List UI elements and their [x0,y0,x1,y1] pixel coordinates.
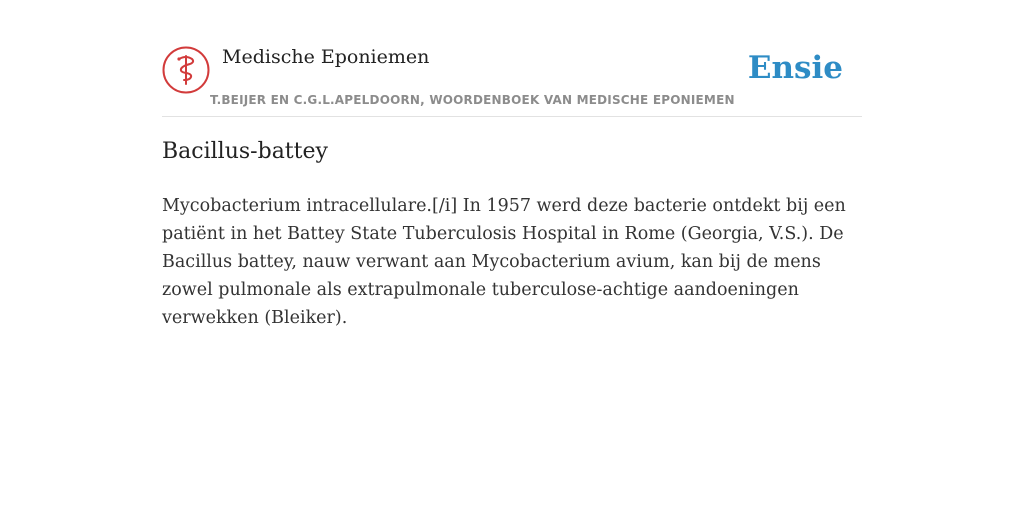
source-authors: T.BEIJER EN C.G.L.APELDOORN, WOORDENBOEK VAN MEDISCHE EPONIEMEN [210,93,735,107]
entry-title: Bacillus-battey [162,139,328,164]
source-header [162,46,862,117]
staff-of-asclepius-icon[interactable] [162,46,210,94]
ensie-logo-link[interactable]: Ensie [747,50,843,86]
source-title[interactable]: Medische Eponiemen [222,46,430,68]
entry-body: Mycobacterium intracellulare.[/i] In 1957 werd deze bacterie ontdekt bij een patiënt in het Battey State Tuberculosis Hospital in Rome (Georgia, V.S.). De Bacillus battey, nauw verwant aan Mycobacterium avium, kan bij de mens zowel pulmonale als extrapulmonale tuberculose-achtige aandoeningen verwekken (Bleiker). [162,196,846,328]
